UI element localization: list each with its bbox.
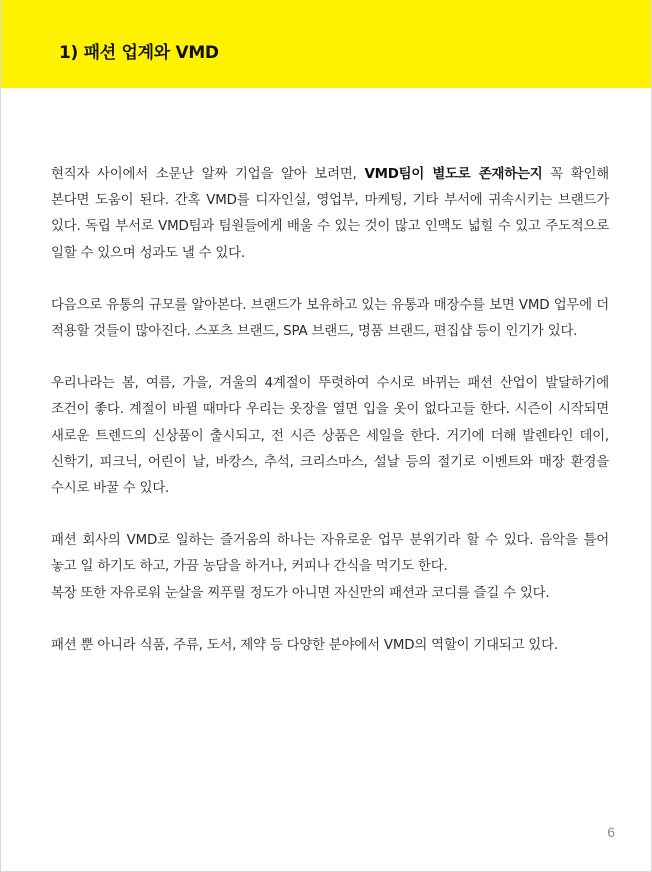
paragraph-vmd-team	[51, 162, 609, 267]
paragraph-text: 꼭 확인해 본다면 도움이 된다. 간혹 VMD를 디자인실, 영업부, 마케팅, 기타 부서에 귀속시키는 브랜드가 있다. 독립 부서로 VMD팀과 팀원들에게 배울 수 있는 것이 많고 인맥도 넓힐 수 있고 주도적으로 일할 수 있으며 성과도 낼 수 있다.	[51, 167, 609, 261]
paragraph-line: 복장 또한 자유로워 눈살을 찌푸릴 정도가 아니면 자신만의 패션과 코디를 즐길 수 있다.	[51, 585, 550, 601]
paragraph-work-atmosphere	[51, 528, 609, 607]
section-title: 1) 패션 업계와 VMD	[59, 43, 219, 63]
paragraph-other-fields: 패션 뿐 아니라 식품, 주류, 도서, 제약 등 다양한 분야에서 VMD의 역할이 기대되고 있다.	[51, 637, 558, 653]
paragraph-text: 현직자 사이에서 소문난 알짜 기업을 알아 보려면,	[51, 167, 365, 182]
page-number: 6	[607, 824, 615, 840]
body-text	[51, 162, 609, 685]
paragraph-distribution: 다음으로 유통의 규모를 알아본다. 브랜드가 보유하고 있는 유통과 매장수를 보면 VMD 업무에 더 적용할 것들이 많아진다. 스포츠 브랜드, SPA 브랜드, 명품 브랜드, 편집샵 등이 인기가 있다.	[51, 297, 609, 340]
emphasis-text: VMD팀이 별도로 존재하는지	[364, 167, 543, 182]
paragraph-seasons: 우리나라는 봄, 여름, 가을, 겨울의 4계절이 뚜렷하여 수시로 바뀌는 패션 산업이 발달하기에 조건이 좋다. 계절이 바뀔 때마다 우리는 옷장을 열면 입을 옷이 없다고들 한다. 시즌이 시작되면 새로운 트렌드의 신상품이 출시되고, 전 시즌 상품은 세일을 한다. 거기에 더해 발렌타인 데이, 신학기, 피크닉, 어린이 날, 바캉스, 추석, 크리스마스, 설날 등의 절기로 이벤트와 매장 환경을 수시로 바꿀 수 있다.	[51, 376, 609, 497]
paragraph-line: 패션 회사의 VMD로 일하는 즐거움의 하나는 자유로운 업무 분위기라 할 수 있다. 음악을 틀어 놓고 일 하기도 하고, 가끔 농담을 하거나, 커피나 간식을 먹기도 한다.	[51, 533, 609, 575]
